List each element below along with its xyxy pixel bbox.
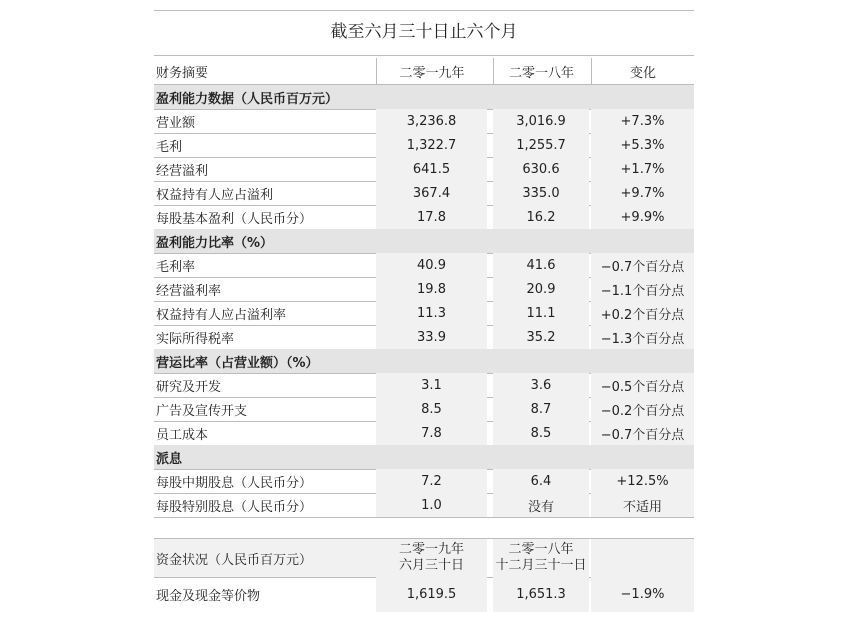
value-change: −0.7个百分点 xyxy=(591,253,694,277)
table-row xyxy=(154,181,694,206)
value-2019: 1.0 xyxy=(376,493,487,517)
value-change: −1.1个百分点 xyxy=(591,277,694,301)
value-change: +0.2个百分点 xyxy=(591,301,694,325)
row-label: 每股中期股息（人民币分） xyxy=(156,475,313,491)
header-col-2019: 二零一九年 xyxy=(376,58,487,84)
value-change: −1.3个百分点 xyxy=(591,325,694,349)
value-change: +1.7% xyxy=(591,157,694,181)
capital-col-2019-line2: 六月三十日 xyxy=(398,558,464,573)
value-2019: 7.8 xyxy=(376,421,487,445)
value-2018: 335.0 xyxy=(493,181,589,205)
value-2019: 367.4 xyxy=(376,181,487,205)
row-label: 员工成本 xyxy=(156,427,209,443)
value-2018: 11.1 xyxy=(493,301,589,325)
row-label: 营业额 xyxy=(156,115,196,131)
value-change: +9.9% xyxy=(591,205,694,229)
capital-col-2019-line1: 二零一九年 xyxy=(398,542,464,557)
value-2019: 33.9 xyxy=(376,325,487,349)
section-title: 盈利能力比率（%） xyxy=(156,235,274,251)
capital-header xyxy=(154,538,694,578)
value-2018: 1,255.7 xyxy=(493,133,589,157)
table-header xyxy=(154,58,694,85)
value-2019: 17.8 xyxy=(376,205,487,229)
value-2018: 16.2 xyxy=(493,205,589,229)
table-row xyxy=(154,325,694,350)
value-2019: 19.8 xyxy=(376,277,487,301)
value-2018: 3,016.9 xyxy=(493,109,589,133)
section-header xyxy=(154,85,694,110)
table-row xyxy=(154,576,694,612)
row-label: 毛利率 xyxy=(156,259,196,275)
table-row xyxy=(154,373,694,398)
value-2018: 8.7 xyxy=(493,397,589,421)
capital-col-2019 xyxy=(376,539,487,577)
section-header xyxy=(154,349,694,374)
value-2019: 1,619.5 xyxy=(376,576,487,612)
capital-col-change xyxy=(591,539,694,577)
header-col-2018: 二零一八年 xyxy=(493,58,589,84)
table-row xyxy=(154,493,694,518)
value-2018: 3.6 xyxy=(493,373,589,397)
value-change: +12.5% xyxy=(591,469,694,493)
table-row xyxy=(154,469,694,494)
value-2019: 3.1 xyxy=(376,373,487,397)
table-row xyxy=(154,277,694,302)
value-2018: 35.2 xyxy=(493,325,589,349)
capital-label: 资金状况（人民币百万元） xyxy=(154,539,376,577)
value-change: −0.5个百分点 xyxy=(591,373,694,397)
value-2019: 1,322.7 xyxy=(376,133,487,157)
table-row xyxy=(154,133,694,158)
value-change: +9.7% xyxy=(591,181,694,205)
value-2019: 11.3 xyxy=(376,301,487,325)
value-change: +7.3% xyxy=(591,109,694,133)
value-change: −0.7个百分点 xyxy=(591,421,694,445)
header-col-change: 变化 xyxy=(591,58,694,84)
value-2018: 1,651.3 xyxy=(493,576,589,612)
capital-col-2018-line2: 十二月三十一日 xyxy=(495,558,587,573)
value-change: +5.3% xyxy=(591,133,694,157)
value-change: −1.9% xyxy=(591,576,694,612)
row-label: 现金及现金等价物 xyxy=(156,588,261,604)
row-label: 权益持有人应占溢利 xyxy=(156,187,274,203)
table-row xyxy=(154,397,694,422)
row-label: 实际所得税率 xyxy=(156,331,235,347)
section-title: 派息 xyxy=(156,451,183,467)
row-label: 广告及宣传开支 xyxy=(156,403,248,419)
value-2018: 6.4 xyxy=(493,469,589,493)
document-title: 截至六月三十日止六个月 xyxy=(154,10,694,56)
table-row xyxy=(154,205,694,230)
section-header xyxy=(154,229,694,254)
capital-col-2018-line1: 二零一八年 xyxy=(508,542,574,557)
value-2019: 3,236.8 xyxy=(376,109,487,133)
row-label: 经营溢利 xyxy=(156,163,209,179)
table-row xyxy=(154,301,694,326)
value-2018: 8.5 xyxy=(493,421,589,445)
row-label: 每股基本盈利（人民币分） xyxy=(156,211,313,227)
table-row xyxy=(154,157,694,182)
value-change: −0.2个百分点 xyxy=(591,397,694,421)
row-label: 经营溢利率 xyxy=(156,283,222,299)
header-label: 财务摘要 xyxy=(156,65,209,81)
value-2018: 41.6 xyxy=(493,253,589,277)
value-2019: 40.9 xyxy=(376,253,487,277)
value-2019: 641.5 xyxy=(376,157,487,181)
row-label: 毛利 xyxy=(156,139,183,155)
section-title: 盈利能力数据（人民币百万元） xyxy=(156,91,339,107)
value-2018: 20.9 xyxy=(493,277,589,301)
value-2019: 8.5 xyxy=(376,397,487,421)
row-label: 研究及开发 xyxy=(156,379,222,395)
section-header xyxy=(154,445,694,470)
table-row xyxy=(154,253,694,278)
row-label: 每股特别股息（人民币分） xyxy=(156,499,313,515)
section-title: 营运比率（占营业额）（%） xyxy=(156,355,319,371)
table-row xyxy=(154,109,694,134)
capital-col-2018 xyxy=(493,539,589,577)
value-2019: 7.2 xyxy=(376,469,487,493)
value-2018: 没有 xyxy=(493,493,589,517)
table-row xyxy=(154,421,694,446)
value-2018: 630.6 xyxy=(493,157,589,181)
row-label: 权益持有人应占溢利率 xyxy=(156,307,287,323)
value-change: 不适用 xyxy=(591,493,694,517)
